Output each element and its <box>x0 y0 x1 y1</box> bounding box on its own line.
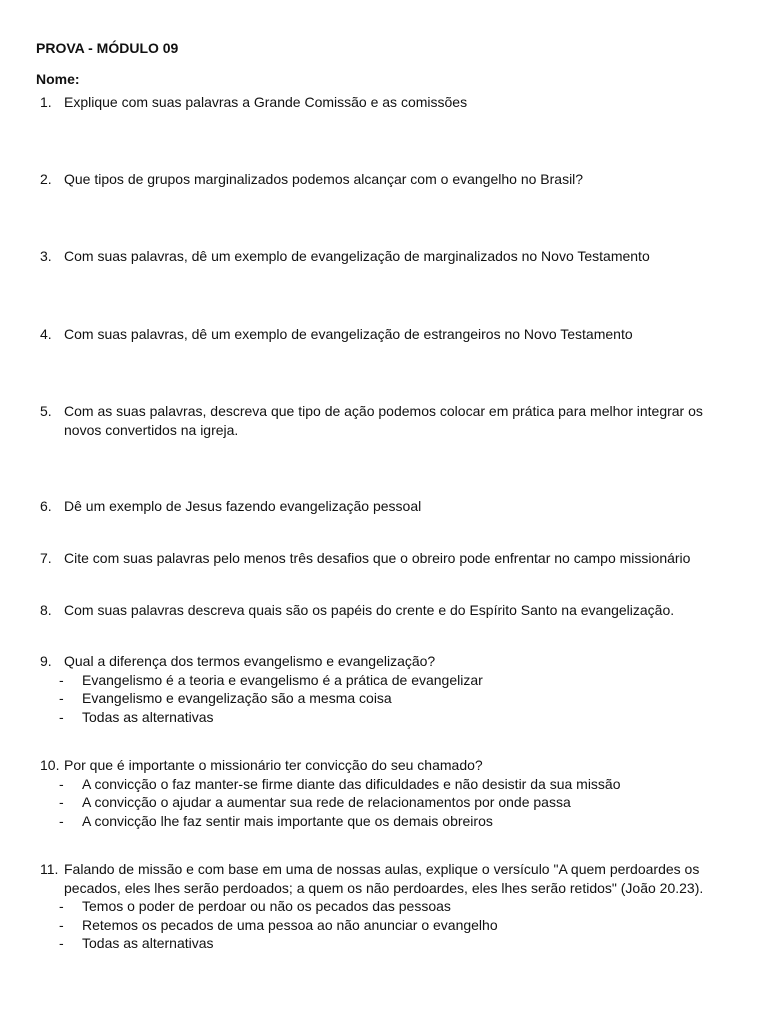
option-text: A convicção o ajudar a aumentar sua rede de relacionamentos por onde passa <box>82 794 571 810</box>
option-item <box>40 708 740 727</box>
question-4 <box>40 325 740 344</box>
page-title: PROVA - MÓDULO 09 <box>36 40 179 56</box>
option-marker: - <box>59 794 64 810</box>
question-6 <box>40 497 740 516</box>
question-number: 2. <box>40 171 52 187</box>
option-text: Retemos os pecados de uma pessoa ao não anunciar o evangelho <box>82 916 498 933</box>
option-marker: - <box>59 898 64 914</box>
options-list <box>40 671 740 727</box>
question-3 <box>40 247 740 266</box>
option-marker: - <box>59 935 64 951</box>
question-number: 1. <box>40 94 52 110</box>
option-item <box>40 793 740 812</box>
option-text: Evangelismo é a teoria e evangelismo é a prática de evangelizar <box>82 671 483 688</box>
option-marker: - <box>59 812 64 829</box>
question-text: Que tipos de grupos marginalizados podemos alcançar com o evangelho no Brasil? <box>64 171 584 187</box>
question-10 <box>40 756 740 830</box>
question-number: 9. <box>40 653 52 669</box>
question-text: Qual a diferença dos termos evangelismo e evangelização? <box>64 653 436 669</box>
option-item <box>40 689 740 708</box>
option-marker: - <box>59 775 64 792</box>
question-text: Com suas palavras, dê um exemplo de evangelização de marginalizados no Novo Testamento <box>64 248 650 264</box>
option-item <box>40 897 740 916</box>
question-text: Com suas palavras, dê um exemplo de evangelização de estrangeiros no Novo Testamento <box>64 326 633 342</box>
option-item <box>40 812 740 831</box>
option-marker: - <box>59 671 64 688</box>
question-text: Dê um exemplo de Jesus fazendo evangelização pessoal <box>64 498 422 514</box>
question-number: 8. <box>40 602 52 618</box>
question-number: 5. <box>40 403 52 419</box>
option-item <box>40 916 740 935</box>
option-marker: - <box>59 708 64 725</box>
options-list <box>40 775 740 831</box>
question-11 <box>40 860 740 953</box>
question-5 <box>40 402 740 439</box>
option-text: A convicção lhe faz sentir mais importante que os demais obreiros <box>82 812 493 829</box>
option-text: Evangelismo e evangelização são a mesma coisa <box>82 690 392 706</box>
question-text: Com as suas palavras, descreva que tipo de ação podemos colocar em prática para melhor integrar os novos convertidos na igreja. <box>64 403 703 438</box>
question-8 <box>40 601 740 620</box>
question-number: 4. <box>40 326 52 342</box>
question-7 <box>40 549 740 568</box>
question-text: Explique com suas palavras a Grande Comissão e as comissões <box>64 94 468 110</box>
option-item <box>40 671 740 690</box>
options-list <box>40 897 740 953</box>
question-9 <box>40 652 740 726</box>
option-marker: - <box>59 916 64 933</box>
question-text: Por que é importante o missionário ter convicção do seu chamado? <box>64 757 483 773</box>
option-text: Todas as alternativas <box>82 935 214 951</box>
option-item <box>40 934 740 953</box>
question-number: 10. <box>40 757 60 773</box>
question-1 <box>40 93 740 112</box>
option-item <box>40 775 740 794</box>
question-text: Falando de missão e com base em uma de nossas aulas, explique o versículo "A quem perdoardes os pecados, eles lhes serão perdoados; a quem os não perdoardes, eles lhes serão retidos" (João 20.23). <box>64 861 704 896</box>
question-number: 11. <box>40 861 59 877</box>
question-number: 6. <box>40 498 52 514</box>
question-text: Cite com suas palavras pelo menos três desafios que o obreiro pode enfrentar no campo missionário <box>64 550 691 566</box>
question-number: 7. <box>40 550 52 566</box>
option-text: Temos o poder de perdoar ou não os pecados das pessoas <box>82 898 451 914</box>
name-label: Nome: <box>36 71 80 87</box>
option-marker: - <box>59 690 64 706</box>
question-2 <box>40 170 740 189</box>
question-number: 3. <box>40 248 52 264</box>
option-text: A convicção o faz manter-se firme diante das dificuldades e não desistir da sua missão <box>82 775 621 792</box>
question-text: Com suas palavras descreva quais são os papéis do crente e do Espírito Santo na evangelização. <box>64 602 675 618</box>
option-text: Todas as alternativas <box>82 708 214 725</box>
